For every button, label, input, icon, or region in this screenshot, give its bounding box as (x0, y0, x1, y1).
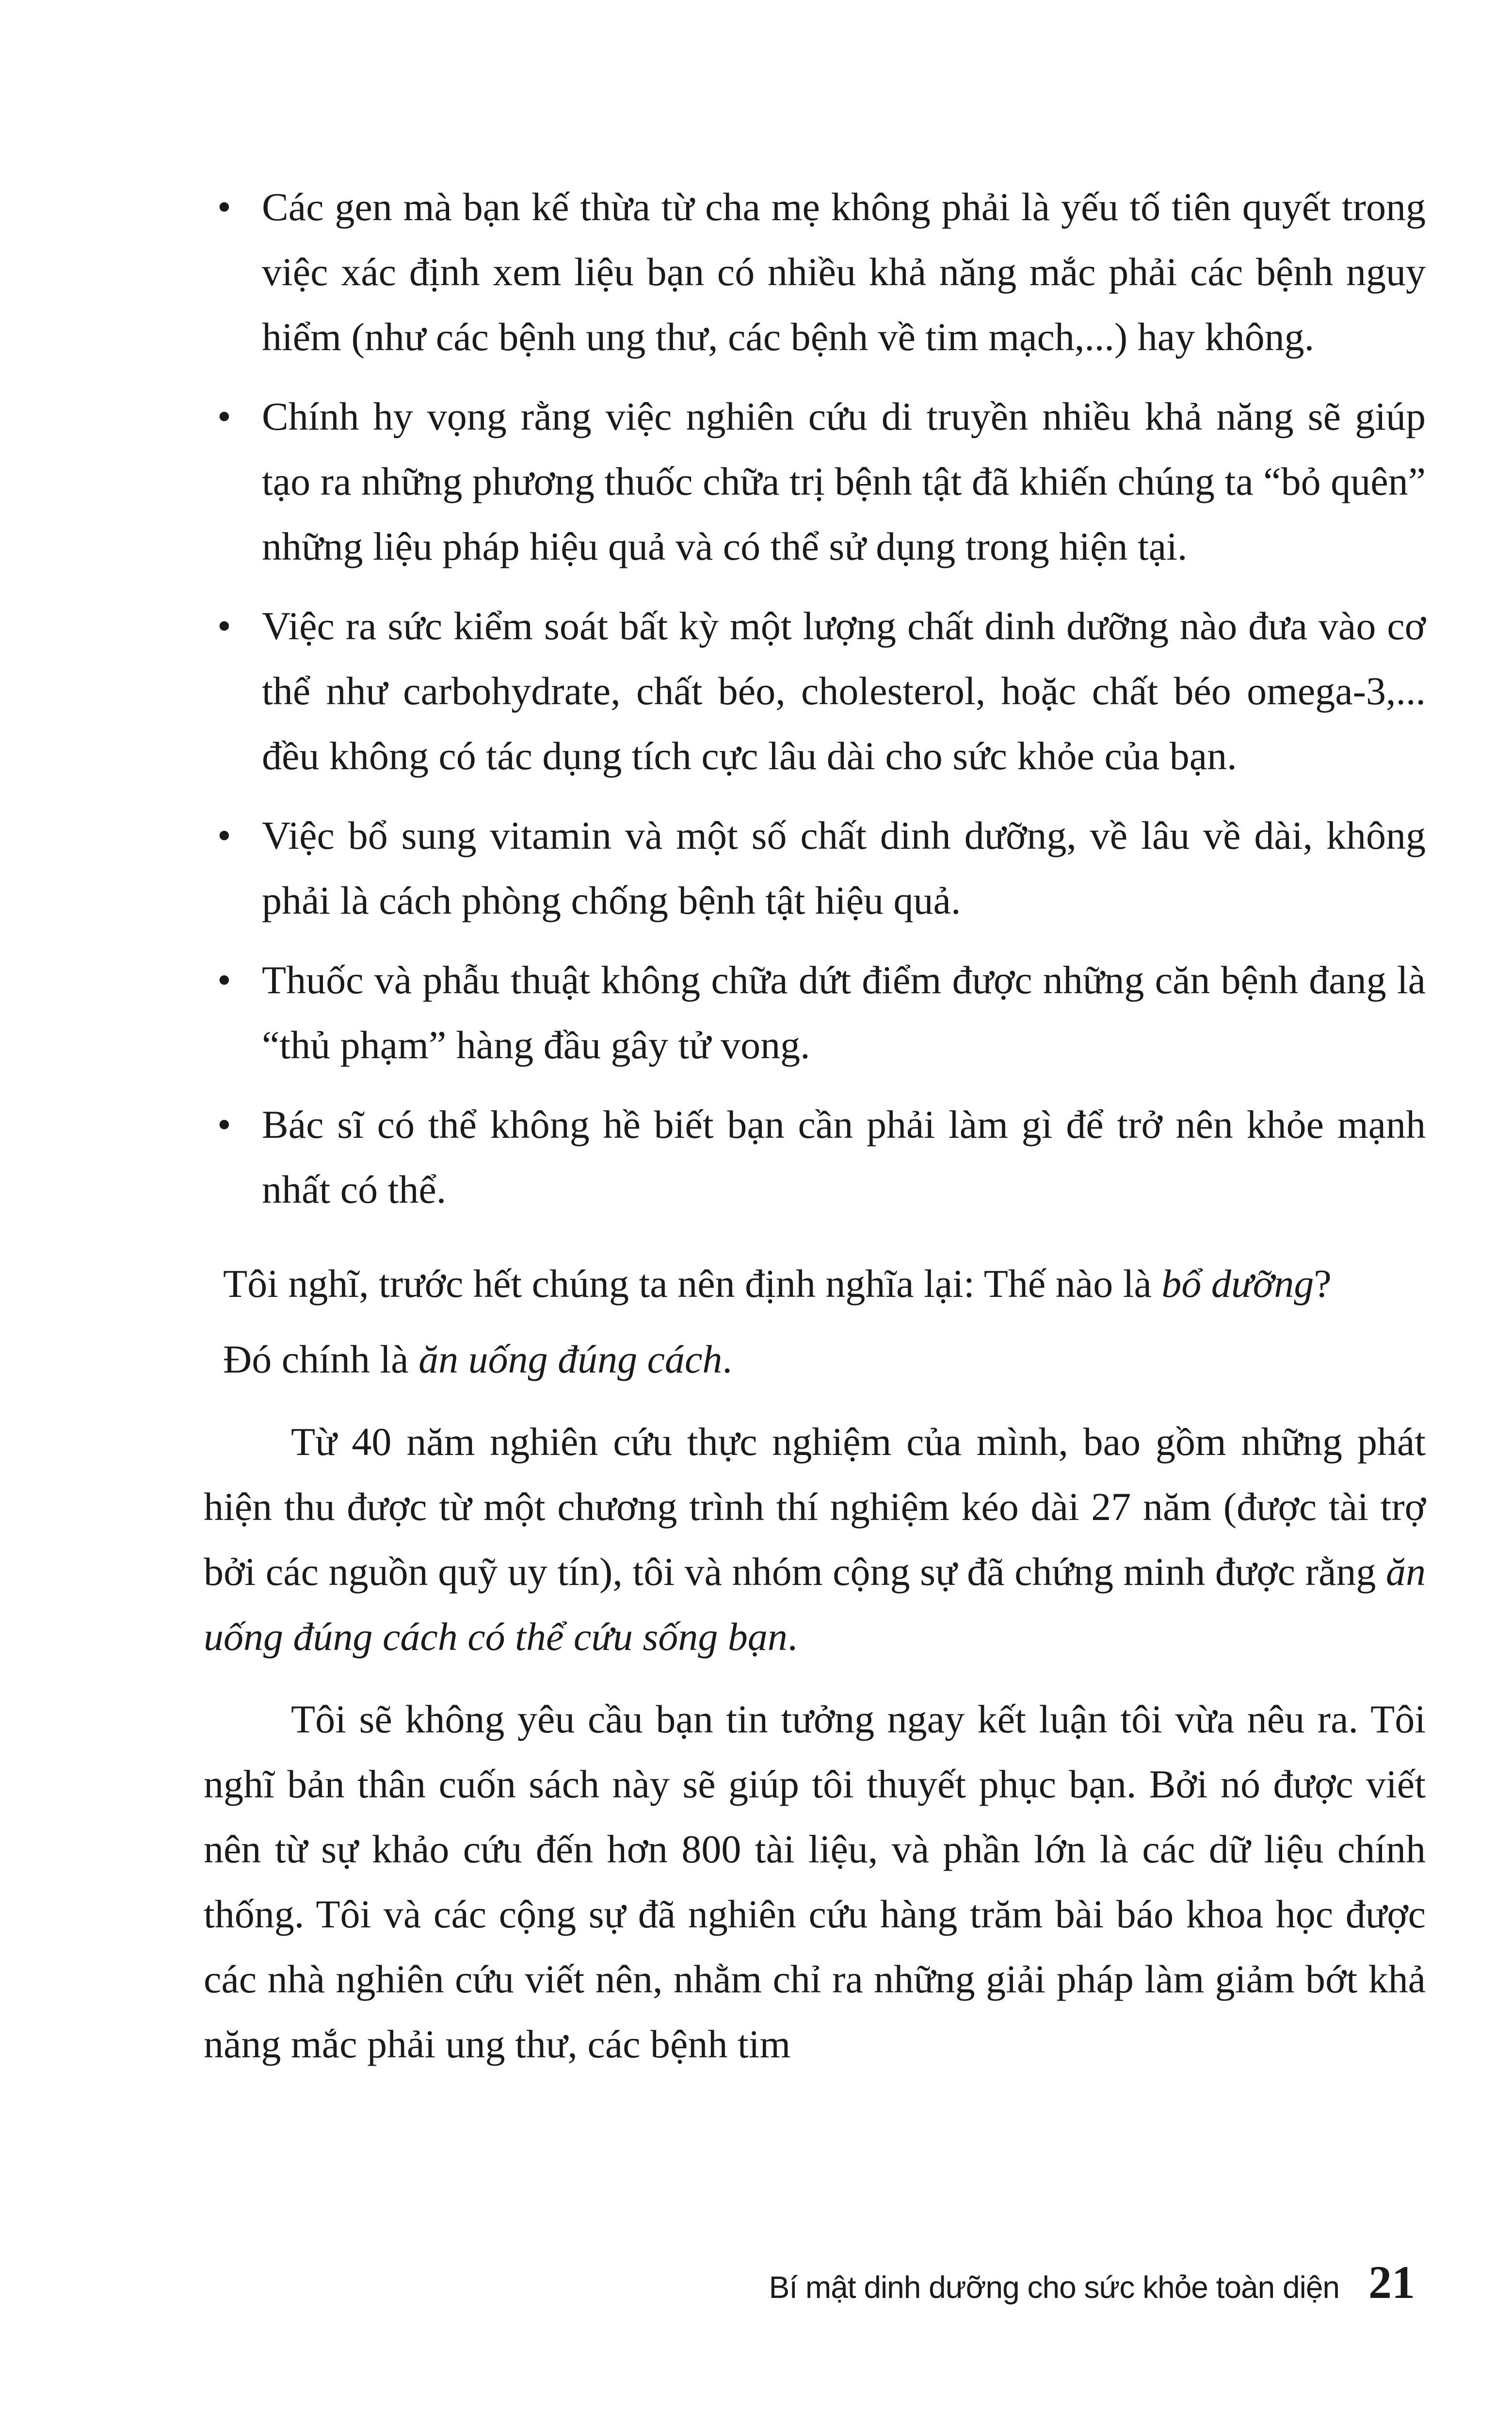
list-item (204, 1092, 1426, 1222)
bullet-text: Bác sĩ có thể không hề biết bạn cần phải làm gì để trở nên khỏe mạnh nhất có thể. (262, 1102, 1426, 1212)
list-item (204, 948, 1426, 1078)
bullet-text: Các gen mà bạn kế thừa từ cha mẹ không phải là yếu tố tiên quyết trong việc xác định xem liệu bạn có nhiều khả năng mắc phải các bệnh nguy hiểm (như các bệnh ung thư, các bệnh về tim mạch,...) hay không. (262, 185, 1426, 359)
bullet-text: Thuốc và phẫu thuật không chữa dứt điểm được những căn bệnh đang là “thủ phạm” hàng đầu gây tử vong. (262, 958, 1426, 1067)
question-emphasis: bổ dưỡng (1161, 1261, 1314, 1306)
list-item (204, 384, 1426, 579)
question-line (204, 1251, 1426, 1316)
paragraph (204, 1409, 1426, 1669)
bullet-icon: • (217, 1102, 231, 1147)
bullet-icon: • (217, 185, 231, 229)
answer-end: . (722, 1337, 732, 1381)
question-text: Tôi nghĩ, trước hết chúng ta nên định nghĩa lại: Thế nào là (223, 1261, 1162, 1306)
paragraph-end: . (787, 1615, 798, 1659)
answer-text: Đó chính là (223, 1337, 419, 1381)
answer-emphasis: ăn uống đúng cách (418, 1337, 723, 1381)
answer-line (204, 1327, 1426, 1392)
list-item (204, 594, 1426, 789)
list-item (204, 803, 1426, 933)
bullet-text: Việc bổ sung vitamin và một số chất dinh dưỡng, về lâu về dài, không phải là cách phòng chống bệnh tật hiệu quả. (262, 813, 1426, 922)
bullet-list (204, 175, 1426, 1222)
page-content (204, 175, 1426, 2077)
bullet-icon: • (217, 604, 231, 648)
page-footer (769, 2255, 1415, 2309)
bullet-icon: • (217, 394, 231, 438)
running-title: Bí mật dinh dưỡng cho sức khỏe toàn diện (769, 2270, 1339, 2305)
list-item (204, 175, 1426, 370)
question-end: ? (1314, 1261, 1332, 1306)
paragraph-emphasis: ăn uống đúng cách có thể cứu sống bạn (204, 1550, 1426, 1659)
page-number: 21 (1368, 2256, 1415, 2308)
bullet-icon: • (217, 958, 231, 1002)
bullet-text: Chính hy vọng rằng việc nghiên cứu di truyền nhiều khả năng sẽ giúp tạo ra những phương thuốc chữa trị bệnh tật đã khiến chúng ta “bỏ quên” những liệu pháp hiệu quả và có thể sử dụng trong hiện tại. (262, 394, 1426, 568)
bullet-icon: • (217, 813, 231, 857)
paragraph: Tôi sẽ không yêu cầu bạn tin tưởng ngay kết luận tôi vừa nêu ra. Tôi nghĩ bản thân cuốn sách này sẽ giúp tôi thuyết phục bạn. Bởi nó được viết nên từ sự khảo cứu đến hơn 800 tài liệu, và phần lớn là các dữ liệu chính thống. Tôi và các cộng sự đã nghiên cứu hàng trăm bài báo khoa học được các nhà nghiên cứu viết nên, nhằm chỉ ra những giải pháp làm giảm bớt khả năng mắc phải ung thư, các bệnh tim (204, 1697, 1426, 2066)
bullet-text: Việc ra sức kiểm soát bất kỳ một lượng chất dinh dưỡng nào đưa vào cơ thể như carbohydrate, chất béo, cholesterol, hoặc chất béo omega-3,... đều không có tác dụng tích cực lâu dài cho sức khỏe của bạn. (262, 604, 1426, 778)
paragraph-text: Từ 40 năm nghiên cứu thực nghiệm của mình, bao gồm những phát hiện thu được từ một chương trình thí nghiệm kéo dài 27 năm (được tài trợ bởi các nguồn quỹ uy tín), tôi và nhóm cộng sự đã chứng minh được rằng (204, 1420, 1426, 1594)
